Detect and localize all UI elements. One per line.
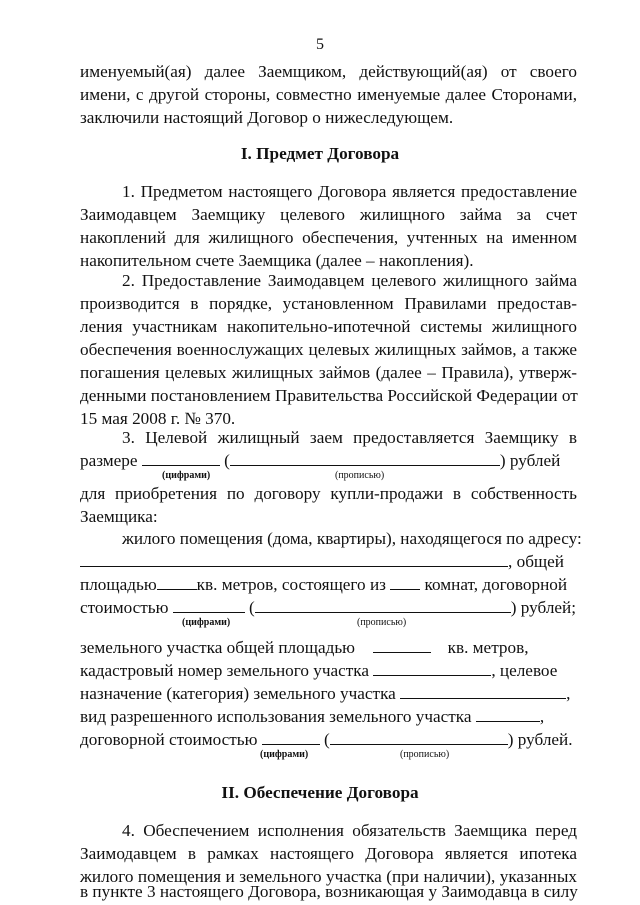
intro-line-2: имени, с другой стороны, совместно именуемые далее Сторонами, bbox=[80, 85, 577, 104]
land-4-tail: , bbox=[539, 707, 545, 726]
land-line-2 bbox=[80, 661, 577, 681]
p3-line-1: 3. Целевой жилищный заем предоставляется Заемщику в bbox=[122, 428, 577, 447]
p2-line-4: обеспечения военнослужащих целевых жилищных займов, а также bbox=[80, 340, 577, 359]
paren-open-2: ( bbox=[249, 598, 255, 617]
category-blank[interactable] bbox=[400, 684, 566, 699]
land-line-4 bbox=[80, 707, 577, 727]
p3-line-4: Заемщика: bbox=[80, 507, 158, 526]
land-5-close: ) рублей. bbox=[507, 730, 573, 749]
cadastral-blank[interactable] bbox=[373, 661, 491, 676]
land-area-blank[interactable] bbox=[373, 638, 431, 653]
p2-line-3: ления участникам накопительно-ипотечной системы жилищного bbox=[80, 317, 577, 336]
cost-line bbox=[80, 598, 577, 618]
caption-words-1: (прописью) bbox=[335, 470, 385, 481]
land-cost-words-blank[interactable] bbox=[330, 730, 508, 745]
land-3-tail: , bbox=[566, 684, 571, 703]
rooms-blank[interactable] bbox=[390, 575, 420, 590]
p2-line-2: производится в порядке, установленном Правилами предостав- bbox=[80, 294, 577, 313]
rubles-close: ) рублей bbox=[499, 451, 561, 470]
p3-line-3: для приобретения по договору купли-продажи в собственность bbox=[80, 484, 577, 503]
land-line-1 bbox=[80, 638, 577, 658]
section-2-title: II. Обеспечение Договора bbox=[221, 783, 419, 802]
cost-words-blank[interactable] bbox=[255, 598, 511, 613]
p2-line-7: 15 мая 2008 г. № 370. bbox=[80, 409, 236, 428]
land-1-tail: кв. метров, bbox=[447, 638, 529, 657]
area-tail: , общей bbox=[508, 552, 564, 571]
paren-open-3: ( bbox=[324, 730, 330, 749]
p4-line-3: жилого помещения и земельного участка (при наличии), указанных bbox=[80, 867, 577, 886]
address-blank[interactable] bbox=[80, 552, 508, 567]
p4-line-2: Заимодавцем в рамках настоящего Договора является ипотека bbox=[80, 844, 577, 863]
address-line bbox=[80, 552, 577, 572]
area-line bbox=[80, 575, 577, 595]
cost-word: стоимостью bbox=[80, 598, 169, 617]
page-number: 5 bbox=[316, 36, 324, 53]
usage-blank[interactable] bbox=[476, 707, 540, 722]
paren-open: ( bbox=[224, 451, 230, 470]
caption-digits-1: (цифрами) bbox=[162, 470, 211, 481]
p2-line-1: 2. Предоставление Заимодавцем целевого жилищного займа bbox=[122, 271, 577, 290]
area-word: площадью bbox=[80, 575, 157, 594]
p2-line-5: погашения целевых жилищных займов (далее – Правила), утверж- bbox=[80, 363, 577, 382]
area-mid: кв. метров, состоящего из bbox=[196, 575, 386, 594]
land-2-tail: , целевое bbox=[491, 661, 558, 680]
caption-digits-3: (цифрами) bbox=[260, 749, 309, 760]
p1-line-2: Заимодавцем Заемщику целевого жилищного займа за счет bbox=[80, 205, 577, 224]
caption-words-2: (прописью) bbox=[357, 617, 407, 628]
p1-line-4: накопительном счете Заемщика (далее – накопления). bbox=[80, 251, 474, 270]
land-line-3 bbox=[80, 684, 577, 704]
p4-line-1: 4. Обеспечением исполнения обязательств Заемщика перед bbox=[122, 821, 577, 840]
p4-line-4: в пункте 3 настоящего Договора, возникающая у Заимодавца в силу bbox=[80, 882, 578, 901]
size-word: размере bbox=[80, 451, 138, 470]
rooms-tail: комнат, договорной bbox=[424, 575, 568, 594]
land-5-word: договорной стоимостью bbox=[80, 730, 258, 749]
area-blank[interactable] bbox=[157, 575, 197, 590]
p1-line-3: накоплений для жилищного обеспечения, учтенных на именном bbox=[80, 228, 577, 247]
intro-line-1: именуемый(ая) далее Заемщиком, действующий(ая) от своего bbox=[80, 62, 577, 81]
caption-digits-2: (цифрами) bbox=[182, 617, 231, 628]
p1-line-1: 1. Предметом настоящего Договора является предоставление bbox=[122, 182, 577, 201]
cost-digits-blank[interactable] bbox=[173, 598, 245, 613]
land-4-word: вид разрешенного использования земельного участка bbox=[80, 707, 472, 726]
intro-line-3: заключили настоящий Договор о нижеследующем. bbox=[80, 108, 454, 127]
amount-digits-blank[interactable] bbox=[142, 451, 220, 466]
land-line-5 bbox=[80, 730, 577, 750]
land-cost-digits-blank[interactable] bbox=[262, 730, 320, 745]
land-1-word: земельного участка общей площадью bbox=[80, 638, 356, 657]
caption-words-3: (прописью) bbox=[400, 749, 450, 760]
p3-line-5: жилого помещения (дома, квартиры), находящегося по адресу: bbox=[122, 529, 582, 548]
p3-size-line bbox=[80, 451, 577, 471]
land-3-word: назначение (категория) земельного участка bbox=[80, 684, 396, 703]
section-1-title: I. Предмет Договора bbox=[240, 144, 400, 163]
amount-words-blank[interactable] bbox=[230, 451, 500, 466]
land-2-word: кадастровый номер земельного участка bbox=[80, 661, 370, 680]
p2-line-6: денными постановлением Правительства Российской Федерации от bbox=[80, 386, 578, 405]
cost-close: ) рублей; bbox=[510, 598, 576, 617]
